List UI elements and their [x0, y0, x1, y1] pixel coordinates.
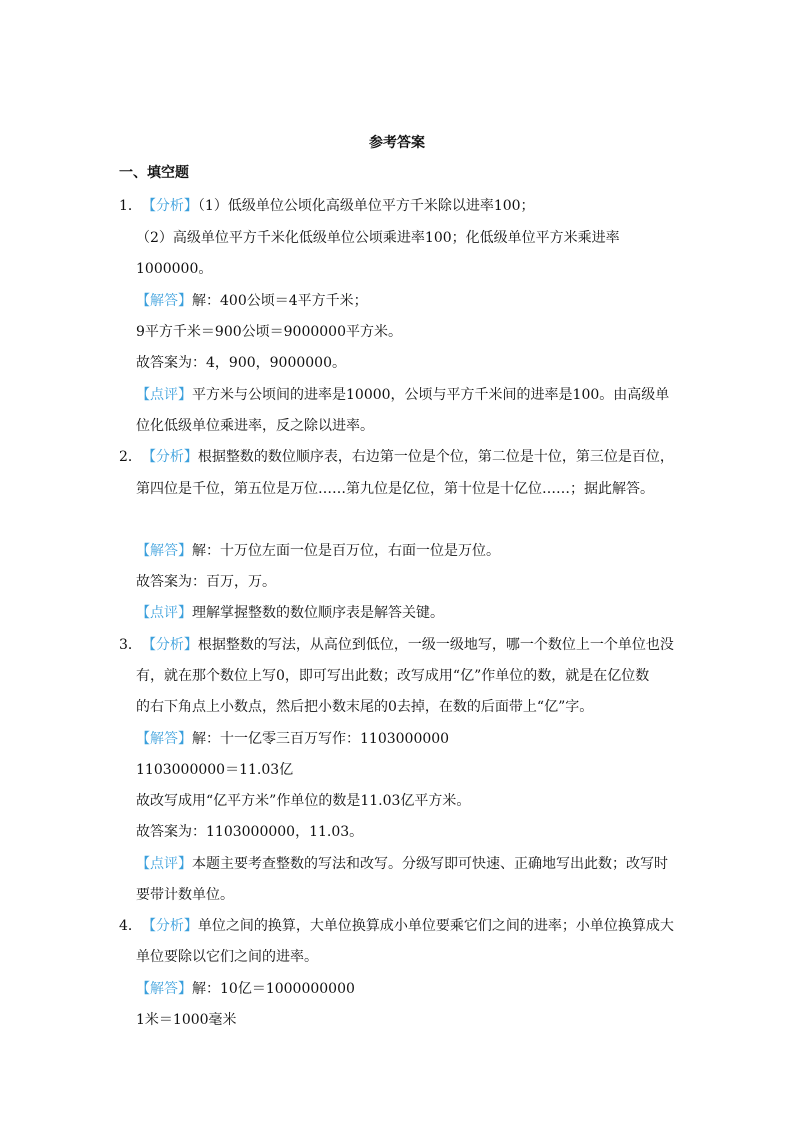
q2-number: 2．	[119, 449, 142, 465]
q1-analysis-line-3: 1000000。	[136, 261, 213, 277]
q1-comment-text-1: 平方米与公顷间的进率是10000，公顷与平方千米间的进率是100。由高级单	[192, 387, 670, 403]
q4-answer-line-2: 1米＝1000毫米	[136, 1012, 237, 1028]
q4-answer-line-1	[136, 979, 355, 999]
q2-analysis-text-1: 根据整数的数位顺序表，右边第一位是个位，第二位是十位，第三位是百位，	[197, 449, 674, 465]
q3-analysis-line-2: 有，就在那个数位上写0，即可写出此数；改写成用“亿”作单位的数，就是在亿位数	[136, 668, 650, 684]
q1-answer-tag: 【解答】	[136, 293, 192, 309]
q3-answer-text-1: 解：十一亿零三百万写作：1103000000	[192, 731, 450, 747]
q4-answer-text-1: 解：10亿＝1000000000	[192, 981, 355, 997]
q3-answer-tag: 【解答】	[136, 731, 192, 747]
q3-analysis-text-1: 根据整数的写法，从高位到低位，一级一级地写，哪一个数位上一个单位也没	[197, 637, 674, 653]
q1-comment-line-1	[136, 385, 669, 405]
q3-comment-line-2: 要带计数单位。	[136, 887, 234, 903]
q2-analysis-tag: 【分析】	[141, 449, 198, 465]
q4-analysis-tag: 【分析】	[141, 918, 198, 934]
q2-answer-line-2: 故答案为：百万，万。	[136, 574, 276, 590]
q1-comment-tag: 【点评】	[136, 387, 192, 403]
q2-comment-line-1	[136, 603, 444, 623]
q3-analysis-tag: 【分析】	[141, 637, 198, 653]
q1-number: 1．	[119, 198, 142, 214]
q4-analysis-line-2: 单位要除以它们之间的进率。	[136, 949, 318, 965]
q3-comment-tag: 【点评】	[136, 856, 192, 872]
q1-answer-line-3: 故答案为：4，900，9000000。	[136, 355, 346, 371]
q2-comment-text-1: 理解掌握整数的数位顺序表是解答关键。	[192, 605, 444, 621]
q2-analysis-line-1	[119, 447, 674, 467]
q3-comment-text-1: 本题主要考查整数的写法和改写。分级写即可快速、正确地写出此数；改写时	[192, 856, 668, 872]
q2-analysis-line-2: 第四位是千位，第五位是万位……第九位是亿位，第十位是十亿位……；据此解答。	[136, 481, 654, 497]
q3-comment-line-1	[136, 854, 668, 874]
q3-answer-line-4: 故答案为：1103000000，11.03。	[136, 824, 364, 840]
q1-answer-line-2: 9平方千米＝900公顷＝9000000平方米。	[136, 324, 402, 340]
section-heading: 一、填空题	[119, 165, 189, 181]
q4-number: 4．	[119, 918, 142, 934]
q3-number: 3．	[119, 637, 142, 653]
q3-answer-line-3: 故改写成用“亿平方米”作单位的数是11.03亿平方米。	[136, 793, 471, 809]
q3-analysis-line-3: 的右下角点上小数点，然后把小数末尾的0去掉，在数的后面带上“亿”字。	[136, 699, 594, 715]
q3-answer-line-2: 1103000000＝11.03亿	[136, 762, 294, 778]
q3-answer-line-1	[136, 729, 449, 749]
q4-answer-tag: 【解答】	[136, 981, 192, 997]
q2-answer-tag: 【解答】	[136, 543, 192, 559]
q2-answer-line-1	[136, 541, 500, 561]
q1-answer-text-1: 解：400公顷＝4平方千米；	[192, 293, 368, 309]
q2-answer-text-1: 解：十万位左面一位是百万位，右面一位是万位。	[192, 543, 500, 559]
q4-analysis-text-1: 单位之间的换算，大单位换算成小单位要乘它们之间的进率；小单位换算成大	[197, 918, 674, 934]
q1-comment-line-2: 位化低级单位乘进率，反之除以进率。	[136, 418, 374, 434]
page-title: 参考答案	[369, 135, 425, 151]
q1-analysis-tag: 【分析】	[141, 198, 198, 214]
q3-analysis-line-1	[119, 635, 674, 655]
q1-answer-line-1	[136, 291, 368, 311]
q2-comment-tag: 【点评】	[136, 605, 192, 621]
q1-analysis-line-2: （2）高级单位平方千米化低级单位公顷乘进率100；化低级单位平方米乘进率	[136, 230, 620, 246]
q4-analysis-line-1	[119, 916, 674, 936]
q1-analysis-text-1: （1）低级单位公顷化高级单位平方千米除以进率100；	[197, 198, 535, 214]
q1-analysis-line-1	[119, 196, 535, 216]
